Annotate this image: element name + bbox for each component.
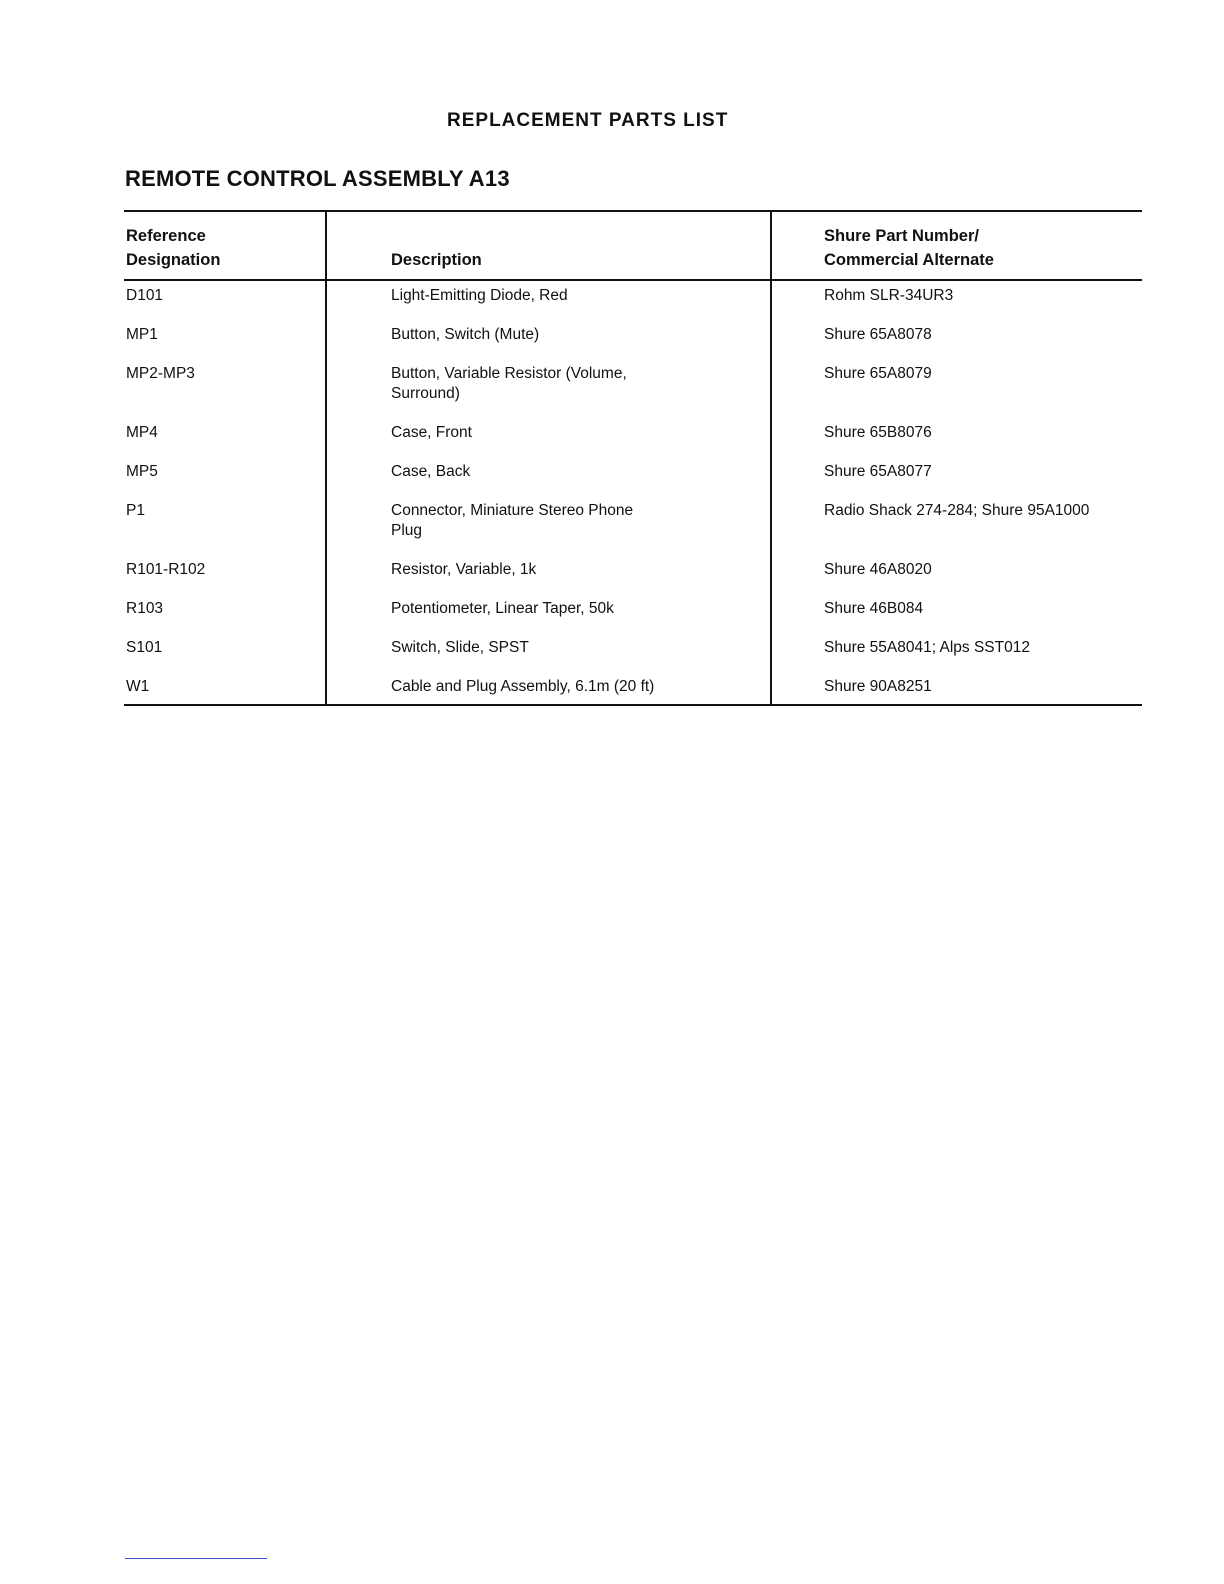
cell-reference: P1	[126, 502, 145, 519]
parts-table	[124, 210, 1142, 706]
cell-part-number: Shure 65A8079	[771, 359, 1142, 418]
cell-description: Switch, Slide, SPST	[326, 633, 771, 672]
cell-description: Button, Switch (Mute)	[326, 320, 771, 359]
cell-part-number: Rohm SLR-34UR3	[771, 280, 1142, 320]
table-header-row	[124, 211, 1142, 280]
cell-part-number: Shure 65A8077	[771, 457, 1142, 496]
table-row	[124, 418, 1142, 457]
cell-reference: MP2-MP3	[126, 365, 195, 382]
cell-description-line2: Surround)	[391, 385, 460, 402]
cell-description-line1: Button, Variable Resistor (Volume,	[391, 365, 627, 382]
cell-description-line1: Connector, Miniature Stereo Phone	[391, 502, 634, 519]
header-reference-designation	[124, 211, 326, 280]
cell-description: Case, Back	[326, 457, 771, 496]
cell-description: Resistor, Variable, 1k	[326, 555, 771, 594]
cell-part-number: Radio Shack 274-284; Shure 95A1000	[771, 496, 1142, 555]
cell-reference: MP4	[126, 424, 158, 441]
cell-description-line2: Plug	[391, 522, 423, 539]
cell-description	[326, 496, 771, 555]
cell-part-number: Shure 46B084	[771, 594, 1142, 633]
table-row	[124, 359, 1142, 418]
cell-description: Light-Emitting Diode, Red	[326, 280, 771, 320]
footer-rule	[125, 1558, 267, 1559]
table-row	[124, 457, 1142, 496]
cell-reference: R103	[126, 600, 164, 617]
table-row	[124, 672, 1142, 705]
cell-part-number: Shure 65B8076	[771, 418, 1142, 457]
cell-part-number: Shure 65A8078	[771, 320, 1142, 359]
cell-reference: R101-R102	[126, 561, 206, 578]
cell-reference: MP1	[126, 326, 158, 343]
cell-description: Potentiometer, Linear Taper, 50k	[326, 594, 771, 633]
cell-reference: D101	[126, 287, 164, 304]
cell-description: Cable and Plug Assembly, 6.1m (20 ft)	[326, 672, 771, 705]
section-title: REMOTE CONTROL ASSEMBLY A13	[125, 166, 510, 191]
cell-part-number: Shure 90A8251	[771, 672, 1142, 705]
cell-part-number: Shure 55A8041; Alps SST012	[771, 633, 1142, 672]
cell-description	[326, 359, 771, 418]
page-heading: REPLACEMENT PARTS LIST	[447, 110, 729, 131]
table-row	[124, 633, 1142, 672]
table-row	[124, 496, 1142, 555]
cell-reference: MP5	[126, 463, 158, 480]
header-description: Description	[326, 211, 771, 280]
header-part-number	[771, 211, 1142, 280]
cell-description: Case, Front	[326, 418, 771, 457]
cell-part-number: Shure 46A8020	[771, 555, 1142, 594]
table-row	[124, 555, 1142, 594]
table-row	[124, 594, 1142, 633]
header-part-line1: Shure Part Number/	[824, 227, 979, 245]
header-reference-line1: Reference	[126, 227, 206, 245]
table-row	[124, 280, 1142, 320]
header-reference-line2: Designation	[126, 251, 221, 269]
cell-reference: W1	[124, 672, 326, 705]
cell-reference: S101	[126, 639, 163, 656]
table-row	[124, 320, 1142, 359]
header-part-line2: Commercial Alternate	[824, 251, 994, 269]
